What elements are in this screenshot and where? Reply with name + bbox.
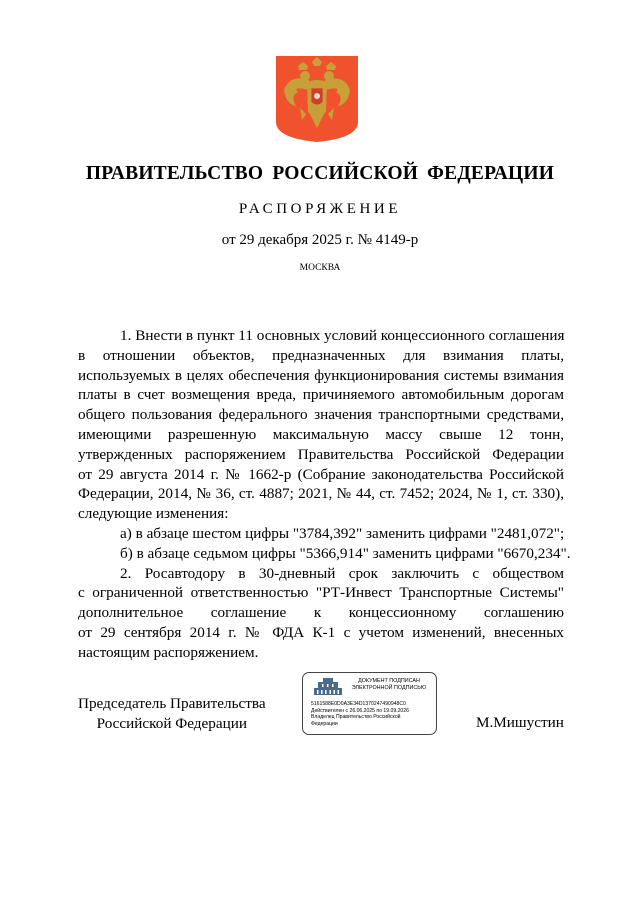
body-line: Федерации, 2014, № 36, ст. 4887; 2021, № 44, ст. 7452; 2024, № 1, ст. 330),	[78, 485, 564, 503]
body-line: следующие изменения:	[78, 505, 229, 523]
body-line: 1. Внести в пункт 11 основных условий концессионного соглашения	[120, 327, 565, 344]
signer-name: М.Мишустин	[476, 714, 564, 731]
document-date-number: от 29 декабря 2025 г. № 4149-р	[221, 232, 419, 248]
document-type: РАСПОРЯЖЕНИЕ	[238, 201, 402, 217]
document-city: МОСКВА	[299, 263, 341, 273]
government-building-icon	[314, 678, 342, 695]
government-title: ПРАВИТЕЛЬСТВО РОССИЙСКОЙ ФЕДЕРАЦИИ	[85, 163, 555, 184]
electronic-signature-stamp	[302, 672, 437, 735]
coat-of-arms-emblem	[276, 56, 358, 142]
body-line: а) в абзаце шестом цифры "3784,392" заменить цифрами "2481,072";	[120, 524, 565, 542]
stamp-certificate: 5161588E0D0A3E34D1370247490948C0	[311, 701, 406, 707]
body-line: используемых в целях обеспечения функционирования системы взимания	[78, 366, 564, 384]
body-line: от 29 сентября 2014 г. № ФДА К-1 с учетом изменений, внесенных	[78, 623, 564, 641]
stamp-title-line: ДОКУМЕНТ ПОДПИСАН	[358, 678, 420, 684]
stamp-title	[343, 678, 435, 692]
signer-position	[78, 694, 266, 734]
body-line: платы в счет возмещения вреда, причиняемого автомобильным дорогам	[78, 386, 564, 404]
stamp-owner: Федерации	[311, 720, 338, 727]
body-line: настоящим распоряжением.	[78, 643, 259, 661]
stamp-title-line: ЭЛЕКТРОННОЙ ПОДПИСЬЮ	[351, 684, 427, 691]
body-line: общего пользования федерального значения транспортными средствами,	[78, 406, 564, 424]
stamp-details	[311, 701, 409, 727]
body-line: дополнительное соглашение к концессионному соглашению	[78, 604, 564, 622]
body-line: 2. Росавтодору в 30-дневный срок заключить с обществом	[120, 564, 564, 582]
stamp-validity: Действителен с 26.06.2025 по 19.09.2026	[311, 707, 409, 714]
stamp-owner: Владелец Правительство Российской	[311, 714, 401, 721]
body-line: утвержденных распоряжением Правительства Российской Федерации	[78, 445, 564, 463]
signer-position-line: Российской Федерации	[96, 714, 247, 732]
document-body	[78, 326, 571, 663]
body-line: имеющими разрешенную максимальную массу свыше 12 тонн,	[78, 425, 564, 443]
body-line: с ограниченной ответственностью "РТ-Инвест Транспортные Системы"	[78, 584, 564, 602]
body-line: от 29 августа 2014 г. № 1662-р (Собрание законодательства Российской	[78, 465, 564, 483]
body-line: б) в абзаце седьмом цифры "5366,914" заменить цифрами "6670,234".	[120, 544, 571, 562]
body-line: в отношении объектов, предназначенных для взимания платы,	[78, 346, 564, 364]
signer-position-line: Председатель Правительства	[78, 695, 266, 712]
